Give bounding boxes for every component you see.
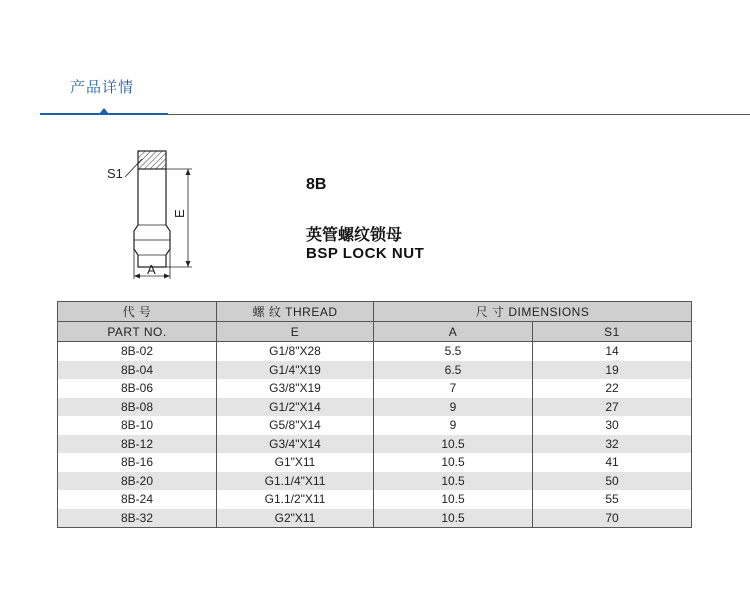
cell-thread: G3/4"X14	[217, 435, 374, 454]
cell-a: 10.5	[374, 490, 533, 509]
header-part-en: PART NO.	[58, 322, 217, 342]
cell-thread: G1.1/2"X11	[217, 490, 374, 509]
cell-s1: 32	[533, 435, 692, 454]
cell-part: 8B-04	[58, 361, 217, 380]
header-caret-icon	[99, 108, 109, 114]
table-row	[58, 361, 692, 380]
section-hatch	[138, 151, 166, 169]
table-row	[58, 435, 692, 454]
header-part-cn: 代 号	[58, 302, 217, 322]
cell-a: 10.5	[374, 453, 533, 472]
cell-part: 8B-10	[58, 416, 217, 435]
table-row	[58, 342, 692, 361]
product-name-cn: 英管螺纹锁母	[306, 227, 403, 244]
cell-part: 8B-16	[58, 453, 217, 472]
label-s1: S1	[107, 166, 123, 181]
cell-thread: G5/8"X14	[217, 416, 374, 435]
table-row	[58, 509, 692, 528]
table-row	[58, 398, 692, 417]
page-section-title: 产品详情	[70, 79, 135, 96]
cell-s1: 41	[533, 453, 692, 472]
cell-s1: 19	[533, 361, 692, 380]
nut-outline	[134, 169, 170, 267]
cell-thread: G1.1/4"X11	[217, 472, 374, 491]
header-dim-s1: S1	[533, 322, 692, 342]
cell-part: 8B-32	[58, 509, 217, 528]
header-thread-e: E	[217, 322, 374, 342]
cell-a: 6.5	[374, 361, 533, 380]
table-row	[58, 490, 692, 509]
cell-a: 10.5	[374, 435, 533, 454]
cell-thread: G3/8"X19	[217, 379, 374, 398]
cell-s1: 22	[533, 379, 692, 398]
cell-thread: G1"X11	[217, 453, 374, 472]
label-e: E	[172, 209, 187, 218]
table-row	[58, 416, 692, 435]
cell-part: 8B-20	[58, 472, 217, 491]
cell-thread: G2"X11	[217, 509, 374, 528]
header-dimensions: 尺 寸 DIMENSIONS	[374, 302, 692, 322]
table-row	[58, 379, 692, 398]
cell-thread: G1/4"X19	[217, 361, 374, 380]
cell-thread: G1/8"X28	[217, 342, 374, 361]
header-thread: 螺 纹 THREAD	[217, 302, 374, 322]
cell-a: 10.5	[374, 509, 533, 528]
cell-part: 8B-08	[58, 398, 217, 417]
cell-a: 10.5	[374, 472, 533, 491]
cell-a: 9	[374, 398, 533, 417]
lock-nut-drawing	[100, 145, 200, 280]
cell-a: 5.5	[374, 342, 533, 361]
cell-a: 7	[374, 379, 533, 398]
cell-thread: G1/2"X14	[217, 398, 374, 417]
cell-a: 9	[374, 416, 533, 435]
cell-part: 8B-24	[58, 490, 217, 509]
spec-table	[57, 301, 692, 528]
cell-part: 8B-12	[58, 435, 217, 454]
cell-s1: 70	[533, 509, 692, 528]
cell-s1: 50	[533, 472, 692, 491]
cell-s1: 55	[533, 490, 692, 509]
cell-s1: 30	[533, 416, 692, 435]
cell-s1: 14	[533, 342, 692, 361]
cell-part: 8B-06	[58, 379, 217, 398]
label-a: A	[147, 262, 156, 277]
header-dim-a: A	[374, 322, 533, 342]
product-code: 8B	[306, 176, 327, 193]
cell-s1: 27	[533, 398, 692, 417]
product-name-en: BSP LOCK NUT	[306, 245, 425, 262]
cell-part: 8B-02	[58, 342, 217, 361]
table-row	[58, 453, 692, 472]
table-row	[58, 472, 692, 491]
